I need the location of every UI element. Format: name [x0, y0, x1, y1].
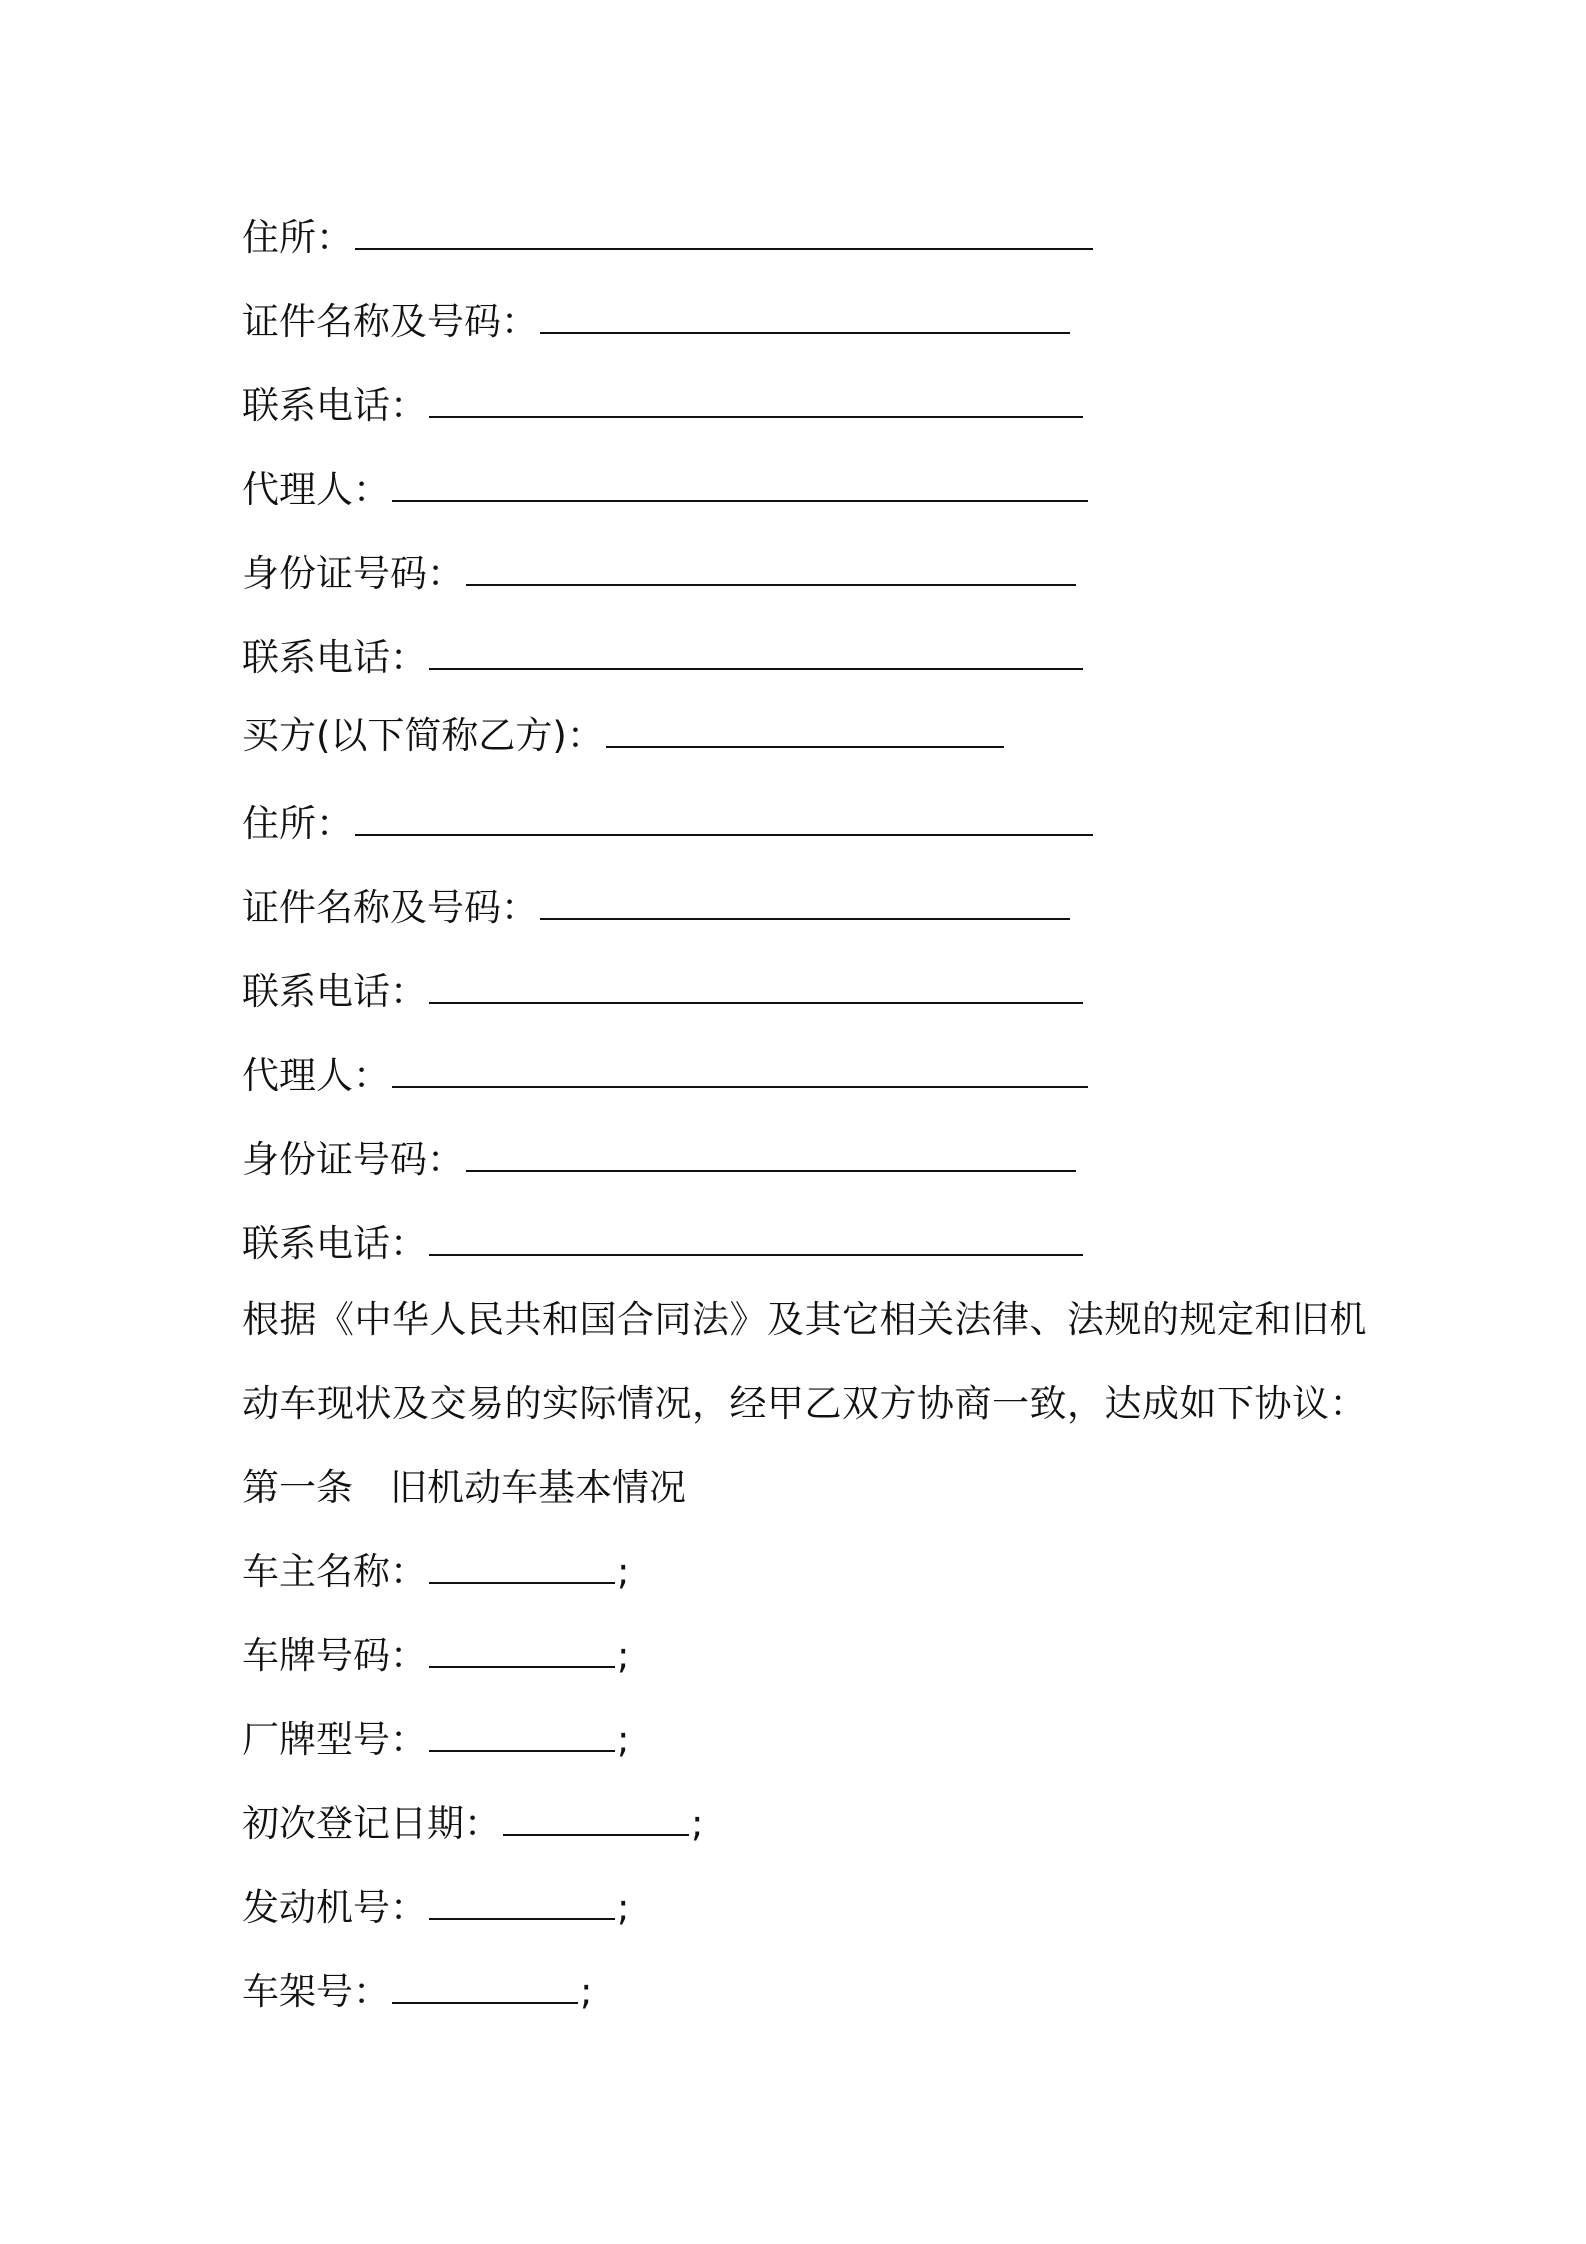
reg-date-label: 初次登记日期：	[242, 1802, 501, 1845]
model-field[interactable]	[429, 1716, 615, 1752]
reg-date-row	[242, 1800, 703, 1848]
seller-agent-label: 代理人：	[242, 468, 390, 511]
seller-address-label: 住所：	[242, 216, 353, 259]
buyer-address-row	[242, 800, 1093, 848]
buyer-agent-id-field[interactable]	[466, 1136, 1076, 1172]
plate-label: 车牌号码：	[242, 1634, 427, 1677]
buyer-title-row	[242, 712, 1004, 760]
model-label: 厂牌型号：	[242, 1718, 427, 1761]
seller-agent-row	[242, 466, 1088, 514]
buyer-id-label: 证件名称及号码：	[242, 886, 538, 929]
frame-row	[242, 1968, 592, 2016]
model-terminator: ;	[617, 1718, 630, 1761]
buyer-agent-phone-field[interactable]	[429, 1220, 1083, 1256]
frame-field[interactable]	[392, 1968, 578, 2004]
reg-date-field[interactable]	[503, 1800, 689, 1836]
buyer-id-field[interactable]	[540, 884, 1070, 920]
seller-agent-phone-field[interactable]	[429, 634, 1083, 670]
buyer-address-field[interactable]	[355, 800, 1093, 836]
seller-agent-id-label: 身份证号码：	[242, 552, 464, 595]
seller-agent-id-row	[242, 550, 1076, 598]
buyer-title-label: 买方(以下简称乙方)：	[242, 714, 604, 757]
buyer-agent-phone-label: 联系电话：	[242, 1222, 427, 1265]
buyer-id-row	[242, 884, 1070, 932]
engine-terminator: ;	[617, 1886, 630, 1929]
buyer-phone-label: 联系电话：	[242, 970, 427, 1013]
buyer-name-field[interactable]	[606, 712, 1004, 748]
engine-label: 发动机号：	[242, 1886, 427, 1929]
buyer-phone-field[interactable]	[429, 968, 1083, 1004]
plate-terminator: ;	[617, 1634, 630, 1677]
intro-line-2: 动车现状及交易的实际情况，经甲乙双方协商一致，达成如下协议：	[242, 1382, 1367, 1425]
owner-row	[242, 1548, 629, 1596]
seller-agent-phone-label: 联系电话：	[242, 636, 427, 679]
seller-phone-row	[242, 382, 1083, 430]
buyer-phone-row	[242, 968, 1083, 1016]
intro-line-1: 根据《中华人民共和国合同法》及其它相关法律、法规的规定和旧机	[242, 1298, 1367, 1341]
seller-address-row	[242, 214, 1093, 262]
buyer-agent-row	[242, 1052, 1088, 1100]
seller-id-field[interactable]	[540, 298, 1070, 334]
buyer-agent-field[interactable]	[392, 1052, 1088, 1088]
buyer-agent-id-row	[242, 1136, 1076, 1184]
buyer-address-label: 住所：	[242, 802, 353, 845]
owner-terminator: ;	[617, 1550, 630, 1593]
seller-phone-field[interactable]	[429, 382, 1083, 418]
engine-row	[242, 1884, 629, 1932]
seller-agent-phone-row	[242, 634, 1083, 682]
plate-row	[242, 1632, 629, 1680]
seller-id-label: 证件名称及号码：	[242, 300, 538, 343]
seller-address-field[interactable]	[355, 214, 1093, 250]
owner-label: 车主名称：	[242, 1550, 427, 1593]
frame-terminator: ;	[580, 1970, 593, 2013]
seller-agent-field[interactable]	[392, 466, 1088, 502]
plate-field[interactable]	[429, 1632, 615, 1668]
article-1-heading: 第一条 旧机动车基本情况	[242, 1466, 686, 1509]
engine-field[interactable]	[429, 1884, 615, 1920]
buyer-agent-phone-row	[242, 1220, 1083, 1268]
seller-agent-id-field[interactable]	[466, 550, 1076, 586]
buyer-agent-label: 代理人：	[242, 1054, 390, 1097]
frame-label: 车架号：	[242, 1970, 390, 2013]
owner-field[interactable]	[429, 1548, 615, 1584]
reg-date-terminator: ;	[691, 1802, 704, 1845]
buyer-agent-id-label: 身份证号码：	[242, 1138, 464, 1181]
seller-id-row	[242, 298, 1070, 346]
model-row	[242, 1716, 629, 1764]
seller-phone-label: 联系电话：	[242, 384, 427, 427]
